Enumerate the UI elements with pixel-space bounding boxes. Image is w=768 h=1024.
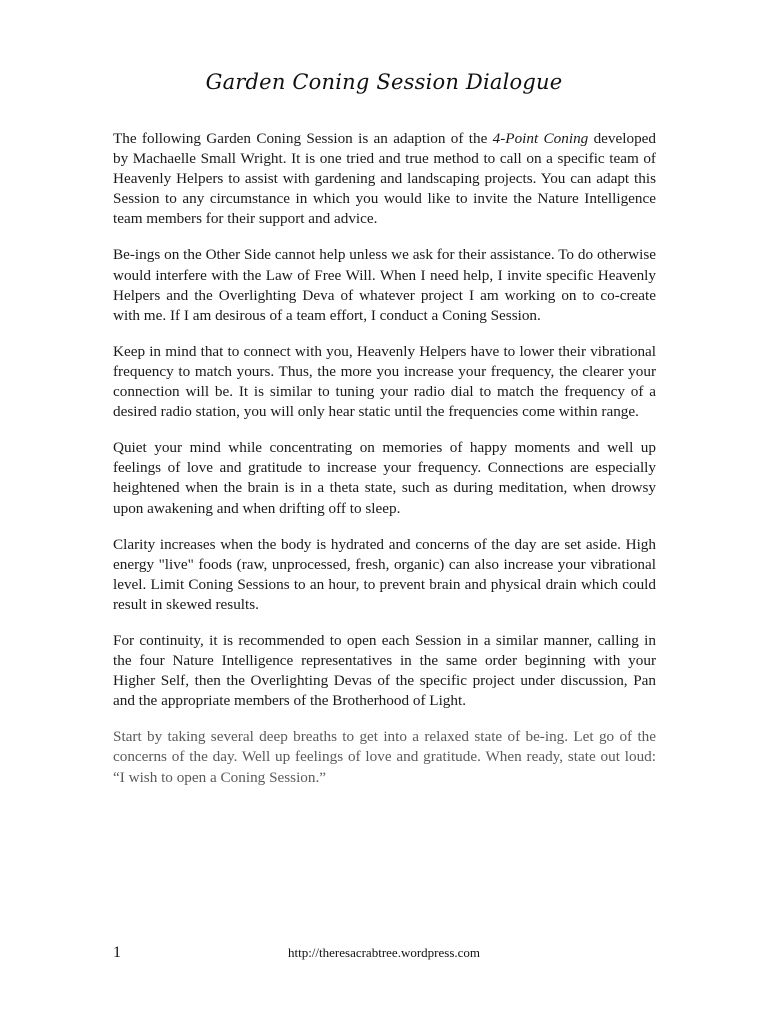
paragraph-start: Start by taking several deep breaths to get into a relaxed state of be-ing. Let go of the concerns of the day. Well up feelings of love and gratitude. When ready, state out loud: “I wish to open a Coning Session.” [113,728,656,786]
document-body [113,129,656,804]
document-title: Garden Coning Session Dialogue [205,70,563,94]
paragraph-intro [113,129,656,229]
paragraph-beings: Be-ings on the Other Side cannot help unless we ask for their assistance. To do otherwise would interfere with the Law of Free Will. When I need help, I invite specific Heavenly Helpers and the Overlighting Deva of whatever project I am working on to co-create with me. If I am desirous of a team effort, I conduct a Coning Session. [113,246,656,324]
footer-url: http://theresacrabtree.wordpress.com [287,945,481,960]
paragraph-continuity: For continuity, it is recommended to open each Session in a similar manner, calling in the four Nature Intelligence representatives in the same order beginning with your Higher Self, then the Overlighting Devas of the specific project under discussion, Pan and the appropriate members of the Brotherhood of Light. [113,631,656,710]
paragraph-intro-after: developed by Machaelle Small Wright. It is one tried and true method to call on a specific team of Heavenly Helpers to assist with gardening and landscaping projects. You can adapt this Session to any circumstance in which you would like to invite the Nature Intelligence team members for their support and advice. [113,130,656,228]
paragraph-frequency: Keep in mind that to connect with you, Heavenly Helpers have to lower their vibrational frequency to match yours. Thus, the more you increase your frequency, the clearer your connection will be. It is similar to tuning your radio dial to match the frequency of a desired radio station, you will only hear static until the frequencies come within range. [113,342,656,421]
paragraph-intro-emphasis: 4-Point Coning [492,130,589,147]
paragraph-quiet-mind: Quiet your mind while concentrating on memories of happy moments and well up feelings of love and gratitude to increase your frequency. Connections are especially heightened when the brain is in a theta state, such as during meditation, when drowsy upon awakening and when drifting off to sleep. [113,439,656,517]
paragraph-clarity: Clarity increases when the body is hydrated and concerns of the day are set aside. High energy "live" foods (raw, unprocessed, fresh, organic) can also increase your vibrational level. Limit Coning Sessions to an hour, to prevent brain and physical drain which could result in skewed results. [113,535,656,613]
page-number: 1 [113,944,121,961]
paragraph-intro-before: The following Garden Coning Session is an adaption of the [113,130,493,147]
